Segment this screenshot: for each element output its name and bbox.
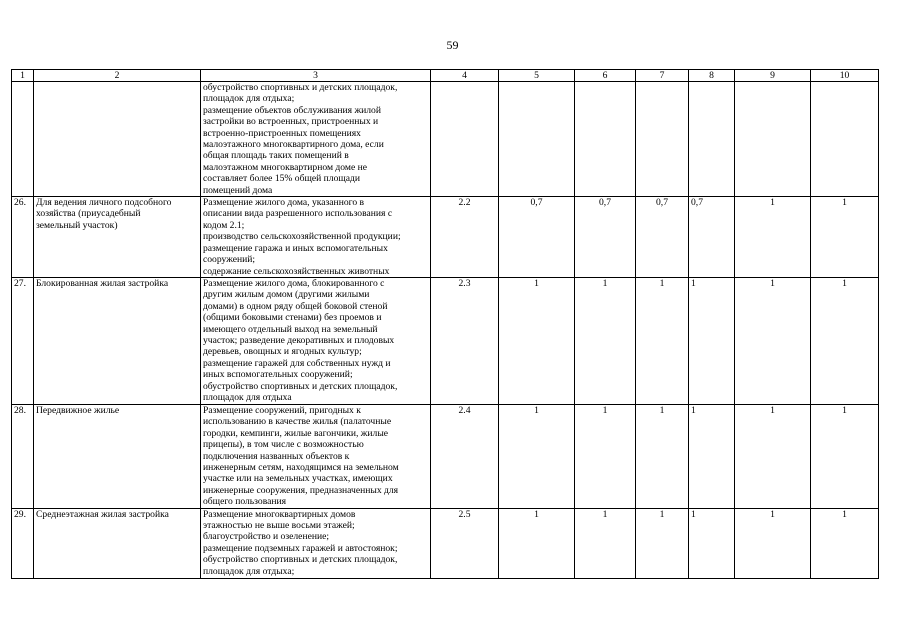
table-row <box>12 82 879 197</box>
row-number: 28. <box>12 404 34 508</box>
land-use-description-line: площадок для отдыха; <box>203 93 295 105</box>
coefficient-cell: 1 <box>636 404 689 508</box>
coefficient-cell <box>689 82 735 197</box>
table-row <box>12 197 879 278</box>
land-use-description <box>201 508 431 578</box>
land-use-description-line: сооружений; <box>203 254 256 266</box>
coefficient-cell: 0,7 <box>636 197 689 278</box>
land-use-description <box>201 82 431 197</box>
land-use-code: 2.3 <box>431 277 499 404</box>
land-use-name-line: хозяйства (приусадебный <box>36 208 141 220</box>
table-row <box>12 508 879 578</box>
land-use-description-line: малоэтажного многоквартирного дома, если <box>203 139 384 151</box>
land-use-name <box>34 82 201 197</box>
row-number <box>12 82 34 197</box>
land-use-description-line: участок; разведение декоративных и плодовых <box>203 334 395 346</box>
column-header: 3 <box>201 70 431 82</box>
zoning-table <box>11 69 879 579</box>
land-use-description-line: деревьев, овощных и ягодных культур; <box>203 346 362 358</box>
coefficient-cell <box>735 82 811 197</box>
land-use-description-line: общего пользования <box>203 496 287 508</box>
page-number: 59 <box>446 38 459 52</box>
land-use-description-line: иных вспомогательных сооружений; <box>203 369 353 381</box>
land-use-description-line: размещение объектов обслуживания жилой <box>203 104 381 116</box>
land-use-description-line: Размещение сооружений, пригодных к <box>203 404 361 416</box>
coefficient-cell: 1 <box>735 277 811 404</box>
land-use-description-line: Размещение многоквартирных домов <box>203 508 356 520</box>
row-number: 29. <box>12 508 34 578</box>
column-header: 1 <box>12 70 34 82</box>
land-use-name <box>34 404 201 508</box>
coefficient-cell: 1 <box>499 404 575 508</box>
land-use-description-line: домами) в одном ряду общей боковой стеной <box>203 300 388 312</box>
row-number: 26. <box>12 197 34 278</box>
coefficient-cell: 1 <box>735 508 811 578</box>
coefficient-cell: 1 <box>575 277 636 404</box>
coefficient-cell: 0,7 <box>499 197 575 278</box>
coefficient-cell: 1 <box>636 277 689 404</box>
land-use-description-line: прицепы), в том числе с возможностью <box>203 439 364 451</box>
table-row <box>12 277 879 404</box>
coefficient-cell: 0,7 <box>689 197 735 278</box>
column-header: 5 <box>499 70 575 82</box>
coefficient-cell: 1 <box>735 197 811 278</box>
coefficient-cell <box>499 82 575 197</box>
land-use-description-line: площадок для отдыха; <box>203 565 295 577</box>
coefficient-cell: 1 <box>811 508 879 578</box>
column-header: 8 <box>689 70 735 82</box>
land-use-description-line: производство сельскохозяйственной продукции; <box>203 231 401 243</box>
coefficient-cell <box>636 82 689 197</box>
land-use-description-line: обустройство спортивных и детских площадок, <box>203 82 398 93</box>
coefficient-cell: 1 <box>499 277 575 404</box>
land-use-description-line: кодом 2.1; <box>203 219 245 231</box>
land-use-description-line: (общими боковыми стенами) без проемов и <box>203 312 382 324</box>
land-use-description-line: размещение гаража и иных вспомогательных <box>203 242 388 254</box>
coefficient-cell: 1 <box>811 277 879 404</box>
land-use-description-line: описании вида разрешенного использования с <box>203 208 393 220</box>
land-use-description-line: обустройство спортивных и детских площадок, <box>203 380 398 392</box>
land-use-name-line: земельный участок) <box>36 219 118 231</box>
coefficient-cell: 1 <box>575 404 636 508</box>
land-use-code: 2.4 <box>431 404 499 508</box>
coefficient-cell <box>575 82 636 197</box>
land-use-description-line: благоустройство и озеленение; <box>203 531 330 543</box>
land-use-description-line: этажностью не выше восьми этажей; <box>203 519 355 531</box>
land-use-description-line: общая площадь таких помещений в <box>203 150 349 162</box>
land-use-description-line: малоэтажном многоквартирном доме не <box>203 161 368 173</box>
land-use-description-line: подключения названных объектов к <box>203 450 350 462</box>
land-use-code: 2.5 <box>431 508 499 578</box>
land-use-description <box>201 197 431 278</box>
column-header: 7 <box>636 70 689 82</box>
land-use-description-line: Размещение жилого дома, блокированного с <box>203 277 385 289</box>
coefficient-cell: 0,7 <box>575 197 636 278</box>
coefficient-cell: 1 <box>689 508 735 578</box>
coefficient-cell: 1 <box>499 508 575 578</box>
land-use-description-line: Размещение жилого дома, указанного в <box>203 197 365 209</box>
land-use-description-line: имеющего отдельный выход на земельный <box>203 323 378 335</box>
land-use-description-line: помещений дома <box>203 184 273 196</box>
land-use-description-line: застройки во встроенных, пристроенных и <box>203 116 379 128</box>
land-use-description-line: инженерным сетям, находящимся на земельном <box>203 461 399 473</box>
land-use-description-line: инженерные сооружения, предназначенных для <box>203 484 399 496</box>
coefficient-cell: 1 <box>575 508 636 578</box>
column-header: 4 <box>431 70 499 82</box>
land-use-description-line: размещение гаражей для собственных нужд и <box>203 357 391 369</box>
land-use-description-line: составляет более 15% общей площади <box>203 173 361 185</box>
land-use-name <box>34 197 201 278</box>
coefficient-cell: 1 <box>735 404 811 508</box>
coefficient-cell <box>811 82 879 197</box>
land-use-description-line: использованию в качестве жилья (палаточные <box>203 416 392 428</box>
land-use-code <box>431 82 499 197</box>
land-use-description <box>201 277 431 404</box>
column-header: 2 <box>34 70 201 82</box>
column-header: 10 <box>811 70 879 82</box>
column-header: 6 <box>575 70 636 82</box>
table-row <box>12 404 879 508</box>
land-use-name <box>34 508 201 578</box>
row-number: 27. <box>12 277 34 404</box>
land-use-description-line: встроенно-пристроенных помещениях <box>203 127 361 139</box>
coefficient-cell: 1 <box>689 277 735 404</box>
land-use-description-line: содержание сельскохозяйственных животных <box>203 265 390 277</box>
land-use-name-line: Для ведения личного подсобного <box>36 197 172 209</box>
land-use-name-line: Передвижное жилье <box>36 404 120 416</box>
land-use-description-line: размещение подземных гаражей и автостоянок; <box>203 542 398 554</box>
land-use-description-line: городки, кемпинги, жилые вагончики, жилые <box>203 427 389 439</box>
land-use-description-line: обустройство спортивных и детских площадок, <box>203 554 398 566</box>
land-use-description <box>201 404 431 508</box>
land-use-name-line: Среднеэтажная жилая застройка <box>36 508 169 520</box>
land-use-description-line: площадок для отдыха <box>203 391 292 403</box>
column-number-row <box>12 70 879 82</box>
land-use-code: 2.2 <box>431 197 499 278</box>
column-header: 9 <box>735 70 811 82</box>
land-use-description-line: участке или на земельных участках, имеющих <box>203 473 393 485</box>
coefficient-cell: 1 <box>811 197 879 278</box>
land-use-name-line: Блокированная жилая застройка <box>36 277 169 289</box>
land-use-name <box>34 277 201 404</box>
land-use-description-line: другим жилым домом (другими жилыми <box>203 289 370 301</box>
coefficient-cell: 1 <box>636 508 689 578</box>
coefficient-cell: 1 <box>689 404 735 508</box>
coefficient-cell: 1 <box>811 404 879 508</box>
